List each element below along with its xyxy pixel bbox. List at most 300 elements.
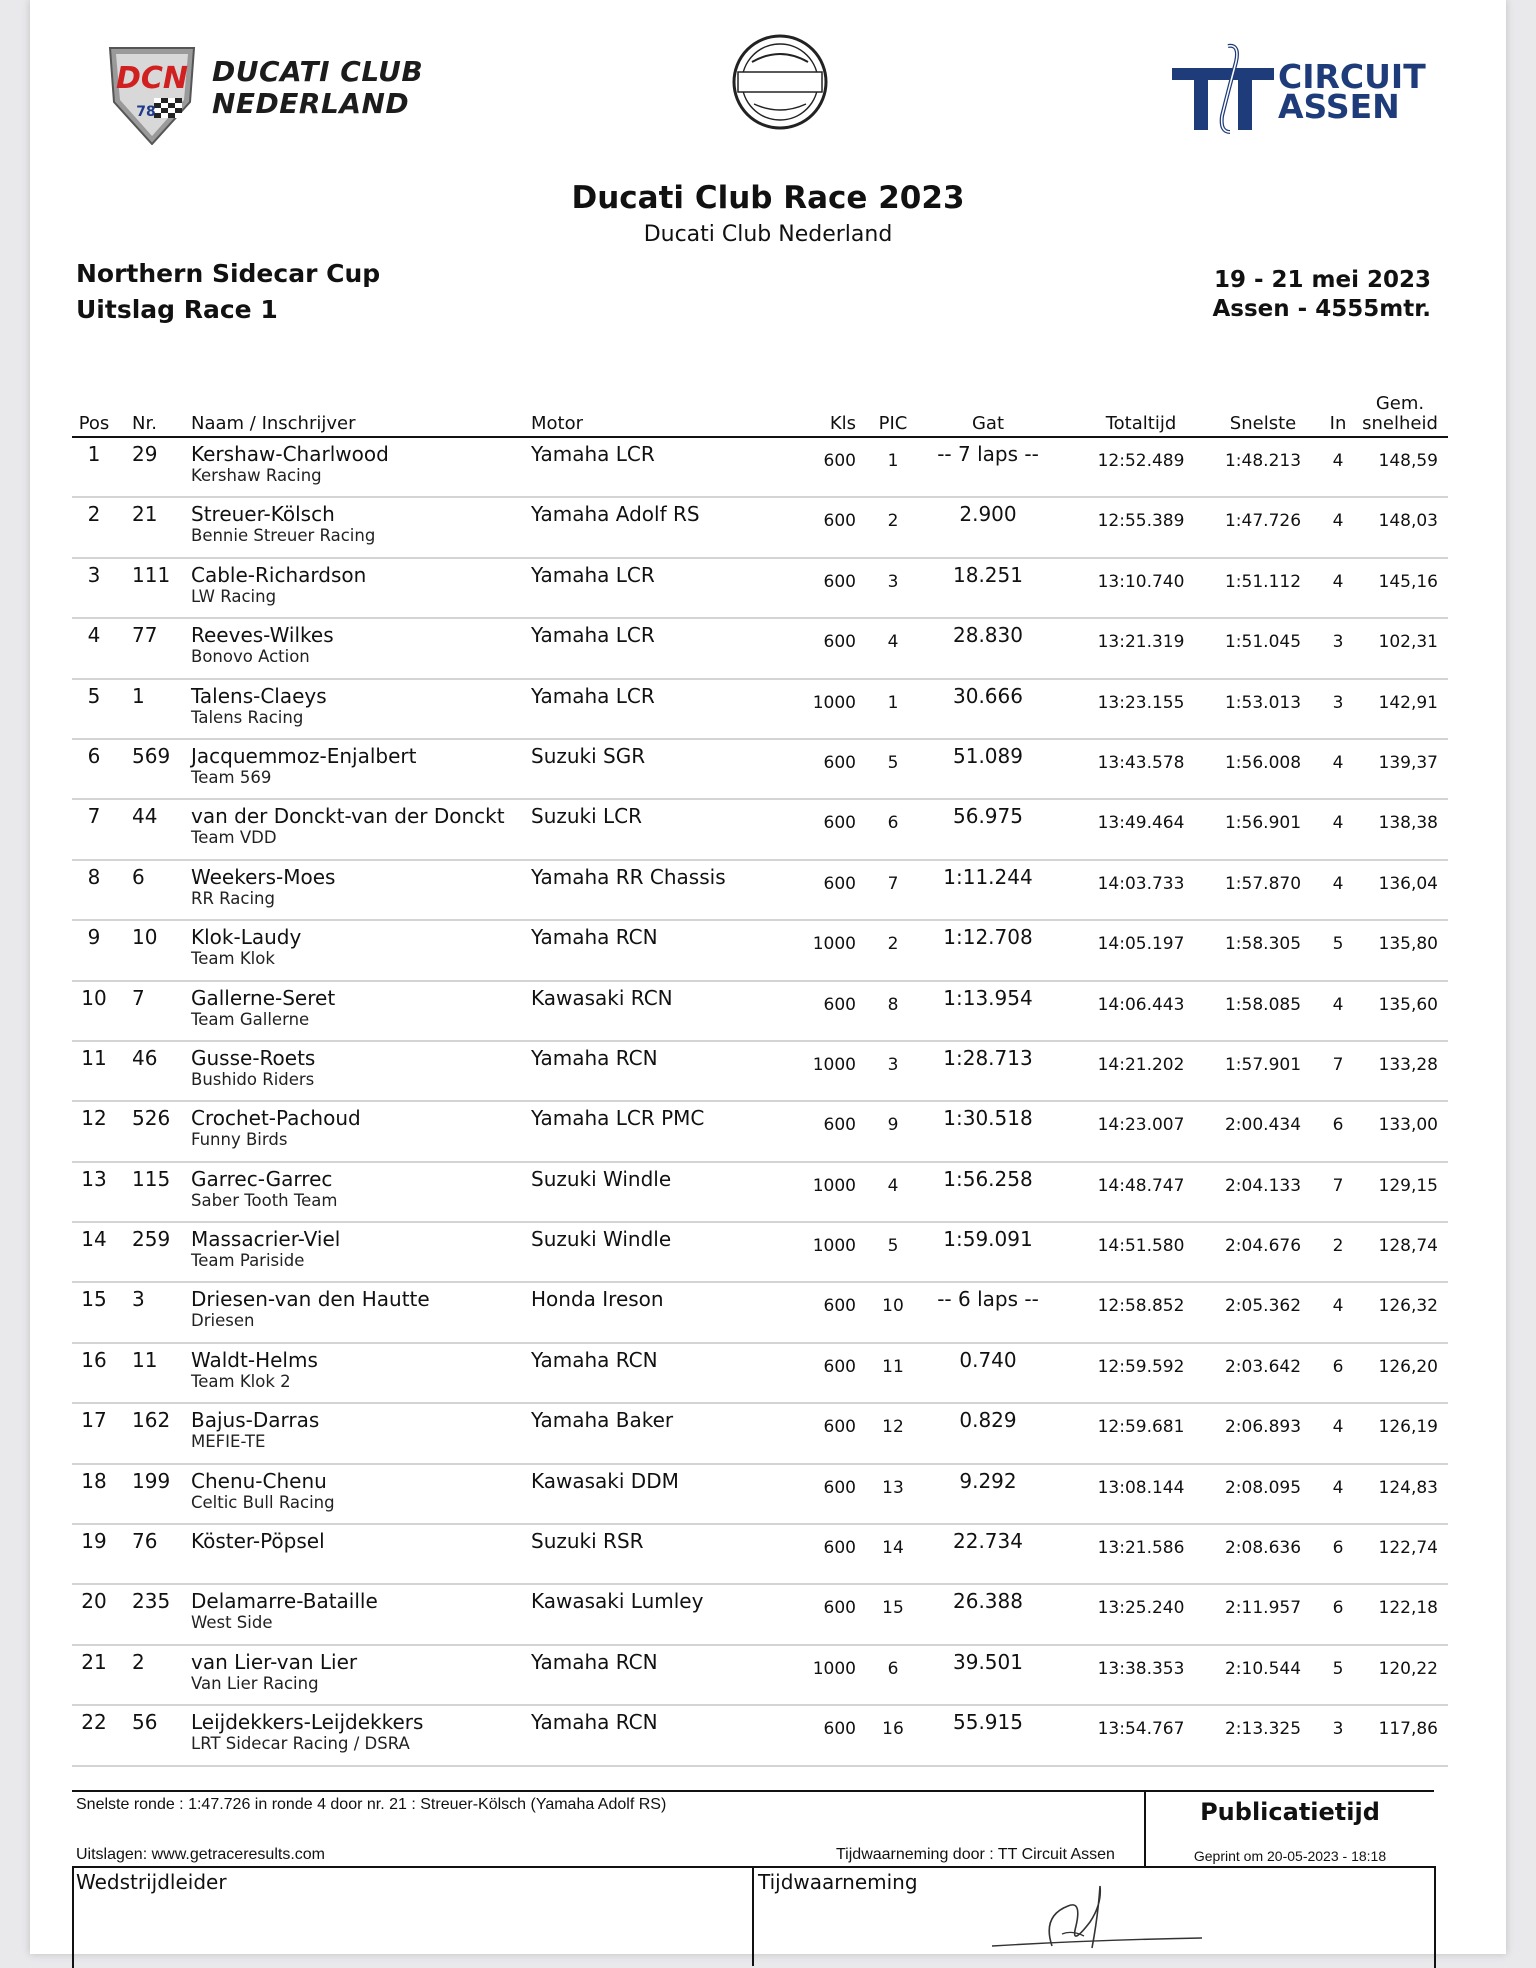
cell-fast: 2:03.642 — [1224, 1356, 1302, 1377]
cell-pos: 14 — [81, 1227, 107, 1252]
cell-gat: 30.666 — [953, 683, 1023, 708]
cell-team: Kershaw Racing — [191, 466, 322, 485]
cell-in: 6 — [1332, 1115, 1344, 1136]
cell-pic: 16 — [882, 1719, 904, 1740]
results-website: Uitslagen: www.getraceresults.com — [76, 1846, 325, 1863]
cell-in: 2 — [1332, 1236, 1344, 1257]
cell-pos: 13 — [81, 1166, 107, 1191]
cell-nr: 235 — [132, 1589, 171, 1614]
cell-nr: 77 — [132, 623, 158, 648]
cell-team: Driesen — [191, 1311, 255, 1331]
cell-speed: 120,22 — [1378, 1658, 1438, 1679]
cell-speed: 128,74 — [1378, 1236, 1438, 1257]
cell-nr: 46 — [132, 1045, 158, 1070]
cell-nr: 44 — [132, 804, 158, 829]
cell-pic: 3 — [887, 1054, 899, 1075]
cell-gat: 51.089 — [953, 743, 1023, 768]
table-row — [72, 1042, 1448, 1102]
cell-speed: 126,32 — [1378, 1296, 1438, 1317]
cell-nr: 21 — [132, 502, 158, 527]
cell-speed: 133,28 — [1378, 1054, 1438, 1075]
cell-name: Gusse-Roets — [191, 1045, 316, 1070]
cell-nr: 2 — [132, 1649, 145, 1674]
cell-total: 14:23.007 — [1097, 1115, 1185, 1136]
cell-pos: 12 — [81, 1106, 107, 1131]
cell-name: Bajus-Darras — [191, 1408, 320, 1433]
cell-team: Celtic Bull Racing — [191, 1492, 335, 1512]
table-row — [72, 1585, 1448, 1645]
cell-total: 12:58.852 — [1097, 1296, 1185, 1317]
cell-pos: 16 — [81, 1347, 107, 1372]
cell-fast: 1:56.901 — [1224, 813, 1302, 834]
table-row — [72, 680, 1448, 740]
cell-gat: 28.830 — [953, 623, 1023, 648]
cell-gat: 2.900 — [959, 502, 1017, 527]
cell-name: Garrec-Garrec — [191, 1166, 333, 1191]
table-row — [72, 1706, 1448, 1766]
cell-total: 13:21.319 — [1097, 632, 1185, 653]
cell-kls: 600 — [823, 752, 856, 773]
cell-fast: 1:51.112 — [1224, 571, 1302, 592]
cell-in: 6 — [1332, 1538, 1344, 1559]
footer-divider — [72, 1790, 1434, 1792]
cell-speed: 148,03 — [1378, 511, 1438, 532]
col-in: In — [1329, 413, 1347, 434]
col-kls: Kls — [829, 413, 856, 434]
cell-total: 13:49.464 — [1097, 813, 1185, 834]
cell-fast: 1:57.870 — [1224, 873, 1302, 894]
cell-kls: 600 — [823, 571, 856, 592]
cell-gat: 0.740 — [959, 1347, 1017, 1372]
cell-in: 4 — [1332, 994, 1344, 1015]
cell-name: Waldt-Helms — [191, 1347, 318, 1372]
cell-pic: 7 — [887, 873, 899, 894]
cell-in: 7 — [1332, 1175, 1344, 1196]
cell-kls: 1000 — [812, 934, 856, 955]
cell-pos: 20 — [81, 1589, 107, 1614]
cell-gat: 0.829 — [959, 1408, 1017, 1433]
cell-team: LW Racing — [191, 586, 277, 606]
cell-gat: 56.975 — [953, 804, 1023, 829]
cell-team: Bennie Streuer Racing — [191, 526, 376, 546]
cell-pic: 12 — [882, 1417, 904, 1438]
cell-fast: 1:58.305 — [1224, 934, 1302, 955]
cell-speed: 126,20 — [1378, 1356, 1438, 1377]
cell-fast: 1:56.008 — [1224, 752, 1302, 773]
table-row — [72, 1404, 1448, 1464]
cell-in: 4 — [1332, 1417, 1344, 1438]
cell-speed: 148,59 — [1378, 451, 1438, 471]
cell-team: Team VDD — [191, 828, 277, 848]
cell-pos: 18 — [81, 1468, 107, 1493]
cell-pic: 13 — [882, 1477, 904, 1498]
cell-pos: 8 — [87, 864, 101, 889]
organizer-name: Ducati Club Nederland — [643, 222, 893, 247]
svg-text:DCN: DCN — [115, 61, 189, 96]
results-footer — [72, 1790, 1434, 1954]
cell-nr: 199 — [132, 1468, 171, 1493]
cell-team: West Side — [191, 1613, 273, 1633]
cell-nr: 29 — [132, 442, 158, 466]
cell-kls: 1000 — [812, 692, 856, 713]
cell-speed: 139,37 — [1378, 752, 1438, 773]
cell-kls: 600 — [823, 1115, 856, 1136]
cell-total: 12:52.489 — [1097, 451, 1185, 471]
cell-motor: Yamaha LCR — [531, 442, 655, 466]
cell-pic: 6 — [887, 813, 899, 834]
cell-fast: 2:08.636 — [1224, 1538, 1302, 1559]
cell-total: 13:38.353 — [1097, 1658, 1185, 1679]
cell-in: 4 — [1332, 752, 1344, 773]
cell-pos: 4 — [87, 623, 101, 648]
cell-speed: 138,38 — [1378, 813, 1438, 834]
printed-time: Geprint om 20-05-2023 - 18:18 — [1193, 1848, 1387, 1864]
cell-pos: 5 — [87, 683, 101, 708]
cell-speed: 135,80 — [1378, 934, 1438, 955]
cell-name: van Lier-van Lier — [191, 1649, 358, 1674]
cell-total: 13:10.740 — [1097, 571, 1185, 592]
cell-motor: Yamaha Baker — [531, 1408, 674, 1433]
cell-pic: 14 — [882, 1538, 904, 1559]
cell-pic: 8 — [887, 994, 899, 1015]
cell-team: Team Pariside — [191, 1251, 305, 1271]
cell-team: RR Racing — [191, 888, 275, 908]
cell-fast: 1:51.045 — [1224, 632, 1302, 653]
tt-circuit-icon — [1170, 40, 1280, 135]
cell-motor: Suzuki SGR — [531, 743, 646, 768]
cell-motor: Yamaha RCN — [531, 1710, 658, 1735]
cell-motor: Yamaha RCN — [531, 925, 658, 950]
cell-in: 3 — [1332, 692, 1344, 713]
col-gem: Gem. snelheid — [1362, 393, 1438, 434]
cell-speed: 124,83 — [1378, 1477, 1438, 1498]
event-title: Ducati Club Race 2023 — [571, 180, 965, 216]
cell-pos: 1 — [87, 442, 101, 466]
cell-kls: 1000 — [812, 1175, 856, 1196]
cell-pic: 6 — [887, 1658, 899, 1679]
cell-fast: 1:48.213 — [1224, 451, 1302, 471]
cell-speed: 129,15 — [1378, 1175, 1438, 1196]
table-row — [72, 1465, 1448, 1525]
col-motor: Motor — [531, 413, 584, 434]
cell-pos: 21 — [81, 1649, 107, 1674]
cell-name: Weekers-Moes — [191, 864, 336, 889]
cell-gat: 55.915 — [953, 1710, 1023, 1735]
dcn-logo-wordmark: DUCATI CLUB NEDERLAND — [212, 55, 424, 120]
col-total: Totaltijd — [1105, 413, 1177, 434]
cell-team: Team Gallerne — [191, 1009, 310, 1029]
cell-total: 12:55.389 — [1097, 511, 1185, 532]
table-row — [72, 982, 1448, 1042]
cell-gat: 1:30.518 — [943, 1106, 1033, 1131]
cell-name: Chenu-Chenu — [191, 1468, 327, 1493]
cell-pic: 2 — [887, 511, 899, 532]
cell-fast: 1:53.013 — [1224, 692, 1302, 713]
col-snelste: Snelste — [1229, 413, 1297, 434]
cell-team: Bushido Riders — [191, 1069, 315, 1089]
cell-name: Talens-Claeys — [191, 683, 327, 708]
cell-motor: Suzuki LCR — [531, 804, 643, 829]
cell-pic: 1 — [887, 451, 899, 471]
table-row — [72, 619, 1448, 679]
dcn-crest-icon — [102, 40, 202, 145]
cell-gat: -- 6 laps -- — [937, 1287, 1039, 1312]
cell-kls: 600 — [823, 1598, 856, 1619]
cell-pic: 5 — [887, 752, 899, 773]
cell-speed: 102,31 — [1378, 632, 1438, 653]
cell-kls: 600 — [823, 1477, 856, 1498]
cell-total: 14:51.580 — [1097, 1236, 1185, 1257]
cell-in: 4 — [1332, 571, 1344, 592]
event-venue: Assen - 4555mtr. — [1212, 296, 1431, 322]
cell-motor: Yamaha RCN — [531, 1649, 658, 1674]
table-row — [72, 1223, 1448, 1283]
cell-total: 13:23.155 — [1097, 692, 1185, 713]
cell-name: Driesen-van den Hautte — [191, 1287, 430, 1312]
cell-team: Talens Racing — [191, 707, 304, 727]
cell-in: 4 — [1332, 1296, 1344, 1317]
cell-kls: 600 — [823, 511, 856, 532]
cell-kls: 1000 — [812, 1054, 856, 1075]
cell-gat: 1:28.713 — [943, 1045, 1033, 1070]
table-row — [72, 1646, 1448, 1706]
table-row — [72, 1102, 1448, 1162]
cell-total: 13:25.240 — [1097, 1598, 1185, 1619]
cell-fast: 1:47.726 — [1224, 511, 1302, 532]
cell-kls: 600 — [823, 632, 856, 653]
cell-name: Cable-Richardson — [191, 562, 367, 587]
cell-nr: 115 — [132, 1166, 171, 1191]
cell-fast: 2:06.893 — [1224, 1417, 1302, 1438]
cell-kls: 600 — [823, 1417, 856, 1438]
table-row — [72, 438, 1448, 498]
cell-total: 14:21.202 — [1097, 1054, 1185, 1075]
publication-label: Publicatietijd — [1200, 1798, 1380, 1826]
cell-total: 14:05.197 — [1097, 934, 1185, 955]
cell-kls: 600 — [823, 813, 856, 834]
cell-pos: 17 — [81, 1408, 107, 1433]
cell-name: Streuer-Kölsch — [191, 502, 335, 527]
cell-name: Reeves-Wilkes — [191, 623, 334, 648]
cell-motor: Suzuki Windle — [531, 1166, 672, 1191]
cell-team: LRT Sidecar Racing / DSRA — [191, 1734, 410, 1754]
col-pic: PIC — [878, 413, 908, 434]
cell-total: 13:21.586 — [1097, 1538, 1185, 1559]
cell-pic: 11 — [882, 1356, 904, 1377]
cell-in: 4 — [1332, 1477, 1344, 1498]
table-row — [72, 921, 1448, 981]
col-nr: Nr. — [132, 413, 157, 434]
cell-team: Bonovo Action — [191, 647, 310, 667]
cell-team: Team Klok — [191, 949, 275, 969]
cell-in: 5 — [1332, 934, 1344, 955]
cell-pos: 11 — [81, 1045, 107, 1070]
cell-kls: 600 — [823, 451, 856, 471]
cell-in: 3 — [1332, 1719, 1344, 1740]
cell-gat: 18.251 — [953, 562, 1023, 587]
cell-pic: 4 — [887, 632, 899, 653]
cell-name: Klok-Laudy — [191, 925, 302, 950]
cell-pic: 9 — [887, 1115, 899, 1136]
cell-motor: Yamaha LCR PMC — [531, 1106, 705, 1131]
tt-logo-wordmark: CIRCUIT ASSEN — [1278, 57, 1426, 126]
cell-gat: 1:13.954 — [943, 985, 1033, 1010]
timing-provider: Tijdwaarneming door : TT Circuit Assen — [836, 1846, 1115, 1863]
cell-motor: Honda Ireson — [531, 1287, 664, 1312]
cell-speed: 135,60 — [1378, 994, 1438, 1015]
cell-total: 13:54.767 — [1097, 1719, 1185, 1740]
results-body — [72, 438, 1448, 1767]
cell-total: 14:06.443 — [1097, 994, 1185, 1015]
cell-fast: 1:57.901 — [1224, 1054, 1302, 1075]
col-name: Naam / Inschrijver — [191, 413, 356, 434]
cell-fast: 2:08.095 — [1224, 1477, 1302, 1498]
table-row — [72, 1283, 1448, 1343]
cell-speed: 122,74 — [1378, 1538, 1438, 1559]
cell-gat: 22.734 — [953, 1529, 1023, 1554]
cell-gat: 9.292 — [959, 1468, 1017, 1493]
cell-kls: 600 — [823, 1538, 856, 1559]
cell-in: 6 — [1332, 1598, 1344, 1619]
cell-motor: Suzuki RSR — [531, 1529, 644, 1554]
cell-kls: 600 — [823, 1296, 856, 1317]
cell-total: 12:59.681 — [1097, 1417, 1185, 1438]
cell-total: 13:08.144 — [1097, 1477, 1185, 1498]
table-row — [72, 498, 1448, 558]
cell-motor: Kawasaki RCN — [531, 985, 673, 1010]
cell-team: Van Lier Racing — [191, 1673, 319, 1693]
cell-gat: 1:11.244 — [943, 864, 1033, 889]
cell-pos: 3 — [87, 562, 101, 587]
table-row — [72, 559, 1448, 619]
cell-fast: 2:05.362 — [1224, 1296, 1302, 1317]
cell-name: Köster-Pöpsel — [191, 1529, 325, 1554]
svg-text:78: 78 — [136, 104, 156, 120]
cell-in: 4 — [1332, 873, 1344, 894]
cell-kls: 1000 — [812, 1236, 856, 1257]
cell-speed: 136,04 — [1378, 873, 1438, 894]
cell-nr: 10 — [132, 925, 158, 950]
cell-nr: 7 — [132, 985, 145, 1010]
cell-in: 4 — [1332, 511, 1344, 532]
cell-total: 13:43.578 — [1097, 752, 1185, 773]
cell-motor: Yamaha RCN — [531, 1347, 658, 1372]
cell-gat: 39.501 — [953, 1649, 1023, 1674]
cell-speed: 142,91 — [1378, 692, 1438, 713]
cell-pos: 7 — [87, 804, 101, 829]
cell-in: 5 — [1332, 1658, 1344, 1679]
cell-nr: 3 — [132, 1287, 145, 1312]
cell-speed: 133,00 — [1378, 1115, 1438, 1136]
cell-name: Delamarre-Bataille — [191, 1589, 378, 1614]
tt-circuit-assen-logo — [1170, 40, 1440, 135]
cell-name: Gallerne-Seret — [191, 985, 336, 1010]
cell-pos: 15 — [81, 1287, 107, 1312]
cell-fast: 2:04.133 — [1224, 1175, 1302, 1196]
cell-pic: 10 — [882, 1296, 904, 1317]
cell-pos: 10 — [81, 985, 107, 1010]
event-info — [1213, 266, 1432, 324]
cell-pos: 22 — [81, 1710, 107, 1735]
cell-nr: 111 — [132, 562, 171, 587]
cell-pos: 2 — [87, 502, 101, 527]
cell-fast: 2:11.957 — [1224, 1598, 1302, 1619]
cell-gat: 1:59.091 — [943, 1227, 1033, 1252]
cell-team: MEFIE-TE — [191, 1432, 266, 1452]
cell-speed: 126,19 — [1378, 1417, 1438, 1438]
cell-nr: 56 — [132, 1710, 158, 1735]
cell-nr: 76 — [132, 1529, 158, 1554]
cell-fast: 2:13.325 — [1224, 1719, 1302, 1740]
cell-gat: 26.388 — [953, 1589, 1023, 1614]
timekeeper-signature — [972, 1876, 1212, 1954]
cell-name: van der Donckt-van der Donckt — [191, 804, 505, 829]
cell-pic: 5 — [887, 1236, 899, 1257]
signature-box — [72, 1866, 1436, 1968]
cell-pic: 2 — [887, 934, 899, 955]
cell-motor: Suzuki Windle — [531, 1227, 672, 1252]
cell-fast: 2:00.434 — [1224, 1115, 1302, 1136]
cell-pic: 3 — [887, 571, 899, 592]
cell-team: Team 569 — [191, 767, 272, 787]
cell-pic: 4 — [887, 1175, 899, 1196]
event-dates: 19 - 21 mei 2023 — [1213, 267, 1431, 293]
cell-motor: Yamaha LCR — [531, 623, 655, 648]
cell-pic: 15 — [882, 1598, 904, 1619]
cell-motor: Yamaha LCR — [531, 562, 655, 587]
timekeeping-label: Tijdwaarneming — [758, 1870, 918, 1894]
cell-in: 6 — [1332, 1356, 1344, 1377]
cell-team: Funny Birds — [191, 1130, 288, 1150]
session-name: Uitslag Race 1 — [76, 295, 278, 324]
results-table — [72, 388, 1448, 1767]
cell-name: Leijdekkers-Leijdekkers — [191, 1710, 424, 1735]
cell-in: 4 — [1332, 451, 1344, 471]
cell-pic: 1 — [887, 692, 899, 713]
cell-motor: Yamaha LCR — [531, 683, 655, 708]
fastest-lap-note: Snelste ronde : 1:47.726 in ronde 4 door nr. 21 : Streuer-Kölsch (Yamaha Adolf RS) — [76, 1796, 667, 1813]
table-row — [72, 861, 1448, 921]
cell-nr: 526 — [132, 1106, 171, 1131]
cell-nr: 1 — [132, 683, 145, 708]
cell-motor: Kawasaki DDM — [531, 1468, 679, 1493]
cell-motor: Yamaha RCN — [531, 1045, 658, 1070]
cell-fast: 1:58.085 — [1224, 994, 1302, 1015]
cell-kls: 600 — [823, 1719, 856, 1740]
race-director-label: Wedstrijdleider — [76, 1870, 227, 1894]
cell-name: Kershaw-Charlwood — [191, 442, 389, 466]
cell-gat: 1:56.258 — [943, 1166, 1033, 1191]
table-row — [72, 800, 1448, 860]
cell-kls: 600 — [823, 994, 856, 1015]
cell-kls: 1000 — [812, 1658, 856, 1679]
cell-pos: 6 — [87, 743, 101, 768]
cell-team: Saber Tooth Team — [191, 1190, 338, 1210]
class-header — [76, 256, 380, 328]
cell-gat: 1:12.708 — [943, 925, 1033, 950]
cell-motor: Kawasaki Lumley — [531, 1589, 704, 1614]
cell-in: 3 — [1332, 632, 1344, 653]
cell-name: Jacquemmoz-Enjalbert — [191, 743, 417, 768]
class-name: Northern Sidecar Cup — [76, 259, 381, 288]
ducati-club-logo — [102, 40, 432, 145]
cell-in: 7 — [1332, 1054, 1344, 1075]
cell-motor: Yamaha Adolf RS — [531, 502, 700, 527]
signature-divider — [752, 1866, 754, 1966]
table-row — [72, 1344, 1448, 1404]
cell-name: Massacrier-Viel — [191, 1227, 341, 1252]
col-pos: Pos — [78, 413, 110, 434]
